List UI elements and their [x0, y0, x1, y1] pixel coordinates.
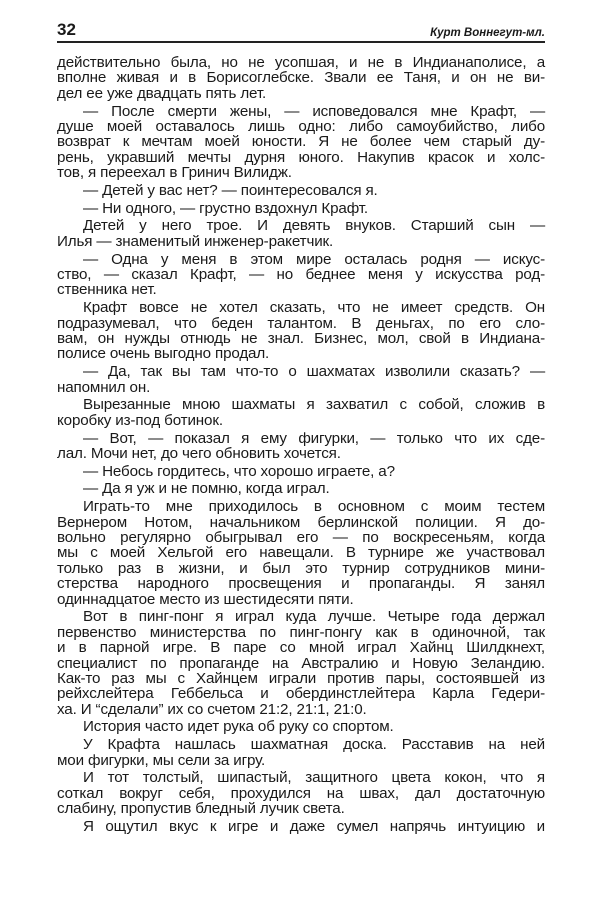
text-line: — Вот, — показал я ему фигурки, — только что их сде- — [83, 429, 545, 447]
text-line: Я ощутил вкус к игре и даже сумел напрячь интуицию и — [83, 818, 545, 835]
paragraph — [57, 819, 545, 834]
text-line: полисе очень выгодно продал. — [57, 345, 270, 363]
text-line: — Да, так вы там что-то о шахматах изволили сказать? — — [83, 363, 545, 381]
paragraph — [57, 300, 545, 362]
text-line: — Детей у вас нет? — поинтересовался я. — [83, 181, 378, 199]
text-line: История часто идет рука об руку со спортом. — [83, 718, 394, 736]
paragraph — [57, 104, 545, 181]
text-line: лал. Мочи нет, до чего обновить хочется. — [57, 444, 341, 462]
paragraph — [57, 770, 545, 816]
paragraph — [57, 481, 545, 496]
text-line: ственника нет. — [57, 281, 157, 299]
text-line: только раз в жизни, и был это турнир сотрудников мини- — [57, 559, 545, 577]
text-line: первенство министерства по пинг-понгу как в одиночной, так — [57, 623, 545, 641]
text-line: У Крафта нашлась шахматная доска. Расставив на ней — [83, 736, 545, 754]
text-line: Детей у него трое. И девять внуков. Старший сын — — [83, 217, 545, 235]
text-line: — Небось гордитесь, что хорошо играете, а? — [83, 462, 395, 480]
text-line: — Да я уж и не помню, когда играл. — [83, 480, 330, 498]
text-line: тов, я переехал в Гринич Вилидж. — [57, 164, 292, 182]
text-line: ство, — сказал Крафт, — но беднее меня у искусства род- — [57, 266, 545, 284]
text-line: Вырезанные мною шахматы я захватил с собой, сложив в — [83, 396, 545, 414]
paragraph — [57, 364, 545, 395]
text-line: напомнил он. — [57, 378, 151, 396]
paragraph — [57, 201, 545, 216]
running-title: Курт Воннегут-мл. — [430, 27, 545, 39]
text-line: рень, укравший мечты дурня юного. Накупив красок и холс- — [57, 148, 545, 166]
page-number: 32 — [57, 20, 76, 39]
paragraph — [57, 183, 545, 198]
text-line: Крафт вовсе не хотел сказать, что не имеет средств. Он — [83, 299, 545, 317]
paragraph — [57, 737, 545, 768]
text-line: мои фигурки, мы сели за игру. — [57, 751, 266, 769]
text-line: соткал вокруг себя, прохудился на швах, дал достаточную — [57, 784, 545, 802]
text-line: душе моей оставалось лишь одно: либо самоубийство, либо — [57, 117, 545, 135]
text-line: мы с моей Хельгой его навещали. В турнире же участвовал — [57, 544, 545, 562]
text-line: и в парной игре. В паре со мной играл Хайнц Шилдкнехт, — [57, 639, 545, 657]
body-text — [57, 55, 545, 837]
text-line: подразумевал, что беден талантом. В деньгах, по его сло- — [57, 314, 545, 332]
text-line: коробку из-под ботинок. — [57, 411, 223, 429]
text-line: специалист по пропаганде на Австралию и Новую Зеландию. — [57, 654, 545, 672]
text-line: дел ее уже двадцать пять лет. — [57, 84, 267, 102]
text-line: одиннадцатое место из шестидесяти пяти. — [57, 590, 354, 608]
paragraph — [57, 252, 545, 298]
text-line: И тот толстый, шипастый, защитного цвета кокон, что я — [83, 769, 545, 787]
paragraph — [57, 55, 545, 101]
text-line: рейхслейтера Геббельса и обердинстлейтера Карла Гедери- — [57, 685, 545, 703]
text-line: — Ни одного, — грустно вздохнул Крафт. — [83, 199, 368, 217]
paragraph — [57, 499, 545, 607]
text-line: вольно регулярно обыгрывал его — по воскресеньям, когда — [57, 529, 545, 547]
text-line: слабину, пропустив бледный лучик света. — [57, 800, 345, 818]
text-line: возврат к мечтам моей юности. Я не более чем старый ду- — [57, 133, 545, 151]
text-line: Илья — знаменитый инженер-ракетчик. — [57, 232, 334, 250]
text-line: — После смерти жены, — исповедовался мне Крафт, — — [83, 102, 545, 120]
text-line: вам, он нужды отнюдь не знал. Бизнес, мол, свой в Индиана- — [57, 329, 545, 347]
paragraph — [57, 397, 545, 428]
text-line: стерства народного просвещения и пропаганды. Я занял — [57, 575, 545, 593]
paragraph — [57, 431, 545, 462]
text-line: Играть-то мне приходилось в основном с моим тестем — [83, 498, 545, 516]
page-header — [57, 22, 545, 43]
text-line: действительно была, но не усопшая, и не в Индианаполисе, а — [57, 54, 545, 71]
paragraph — [57, 218, 545, 249]
paragraph — [57, 719, 545, 734]
paragraph — [57, 609, 545, 717]
text-line: Вот в пинг-понг я играл куда лучше. Четыре года держал — [83, 608, 545, 626]
paragraph — [57, 464, 545, 479]
text-line: ха. И “сделали” их со счетом 21:2, 21:1, 21:0. — [57, 700, 367, 718]
text-line: вполне живая и в Борисоглебске. Звали ее Таня, и он не ви- — [57, 69, 545, 87]
text-line: — Одна у меня в этом мире осталась родня — искус- — [83, 250, 545, 268]
text-line: Как-то раз мы с Хайнцем играли против пары, состоявшей из — [57, 669, 545, 687]
text-line: Вернером Нотом, начальником берлинской полиции. Я до- — [57, 513, 545, 531]
